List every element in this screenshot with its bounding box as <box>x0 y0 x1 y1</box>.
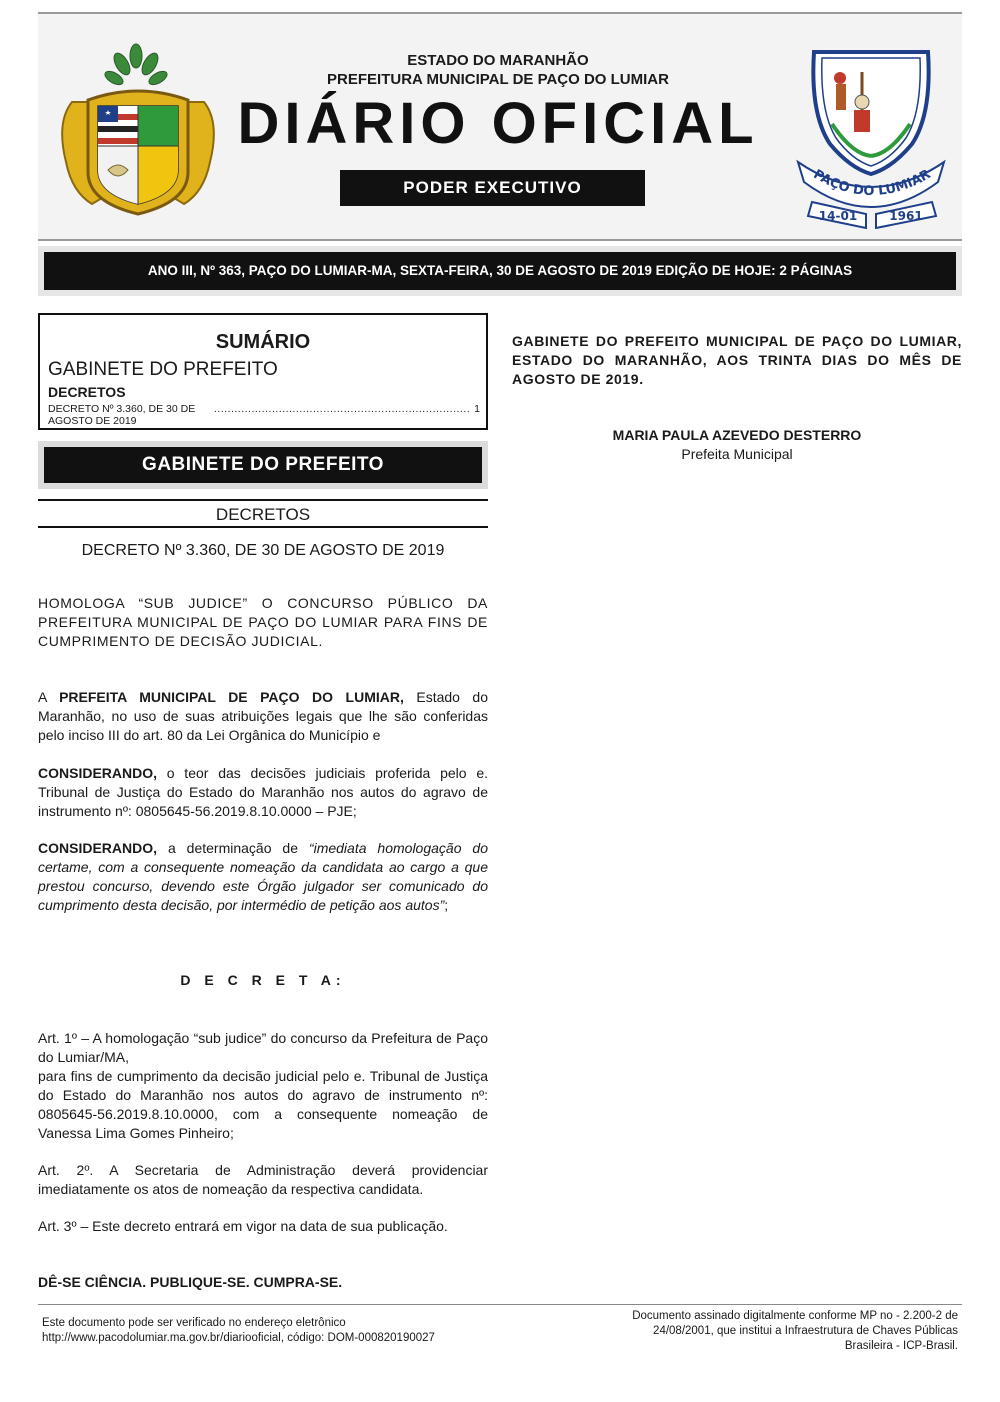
issue-banner <box>38 246 962 296</box>
verification-note <box>42 1316 512 1346</box>
decree-preamble <box>38 688 488 745</box>
signature-note-line-2: 24/08/2001, que institui a Infraestrutura de Chaves Públicas <box>653 1325 958 1337</box>
closing-formula: DÊ-SE CIÊNCIA. PUBLIQUE-SE. CUMPRA-SE. <box>38 1274 343 1290</box>
signature-note-line-1: Documento assinado digitalmente conforme MP no - 2.200-2 de <box>632 1310 958 1322</box>
verification-link[interactable]: http://www.pacodolumiar.ma.gov.br/diariooficial, código: DOM-000820190027 <box>42 1332 435 1344</box>
decree-title: DECRETO Nº 3.360, DE 30 DE AGOSTO DE 2019 <box>81 542 445 559</box>
municipal-seal-icon <box>792 44 950 229</box>
gazette-title: DIÁRIO OFICIAL <box>237 91 759 156</box>
verification-line-1: Este documento pode ser verificado no endereço eletrônico <box>42 1317 346 1329</box>
signer-name: MARIA PAULA AZEVEDO DESTERRO <box>612 427 862 443</box>
article-2: Art. 2º. A Secretaria de Administração deverá providenciar imediatamente os atos de nomeação da respectiva candidata. <box>38 1162 488 1197</box>
preamble-authority: PREFEITA MUNICIPAL DE PAÇO DO LUMIAR, <box>59 689 404 705</box>
summary-entry-label: DECRETO Nº 3.360, DE 30 DE AGOSTO DE 2019 <box>48 403 196 427</box>
summary-section: GABINETE DO PREFEITO <box>48 359 278 380</box>
considering-1-label: CONSIDERANDO, <box>38 765 158 781</box>
divider <box>38 499 488 501</box>
signature-note-line-3: Brasileira - ICP-Brasil. <box>844 1340 958 1352</box>
divider <box>38 526 488 528</box>
section-bar-title: GABINETE DO PREFEITO <box>44 447 482 483</box>
municipality-name: PREFEITURA MUNICIPAL DE PAÇO DO LUMIAR <box>327 71 669 88</box>
considering-1 <box>38 764 488 821</box>
considering-2-text: a determinação de <box>157 840 309 856</box>
seal-date-right: 1961 <box>889 209 923 223</box>
summary-box <box>38 313 488 430</box>
article-3: Art. 3º – Este decreto entrará em vigor na data de sua publicação. <box>38 1218 448 1234</box>
preamble-article: A <box>38 689 60 705</box>
subsection-title: DECRETOS <box>215 505 311 524</box>
seal-ribbon-text: PAÇO DO LUMIAR <box>810 166 934 200</box>
considering-2-label: CONSIDERANDO, <box>38 840 158 856</box>
article-1-line2: para fins de cumprimento da decisão judicial pelo e. Tribunal de Justiça do Estado do Maranhão nos autos do agravo de instrumento nº: 0805645-56.2019.8.10.0000, com a consequente nomeação de Vanessa Lima Gomes Pinheiro; <box>38 1068 488 1141</box>
seal-date-left: 14-01 <box>818 209 858 223</box>
masthead <box>38 12 962 241</box>
decree-ementa: HOMOLOGA “SUB JUDICE” O CONCURSO PÚBLICO DA PREFEITURA MUNICIPAL DE PAÇO DO LUMIAR PARA FINS DE CUMPRIMENTO DE DECISÃO JUDICIAL. <box>38 595 488 649</box>
decreta-heading: D E C R E T A: <box>180 972 346 988</box>
summary-subsection: DECRETOS <box>48 384 126 400</box>
considering-1-text: o teor das decisões judiciais proferida pelo e. Tribunal de Justiça do Estado do Maranhão nos autos do agravo de instrumento nº: 0805645-56.2019.8.10.0000 – PJE; <box>38 765 488 819</box>
preamble-text: Estado do Maranhão, no uso de suas atribuições legais que lhe são conferidas pelo inciso III do art. 80 da Lei Orgânica do Município e <box>38 689 488 743</box>
summary-title: SUMÁRIO <box>215 331 311 353</box>
signer-role: Prefeita Municipal <box>681 446 793 462</box>
summary-entry-page: 1 <box>474 403 480 415</box>
article-1-line1: Art. 1º – A homologação “sub judice” do concurso da Prefeitura de Paço do Lumiar/MA, <box>38 1030 488 1065</box>
state-name: ESTADO DO MARANHÃO <box>407 52 589 69</box>
section-bar <box>38 441 488 489</box>
digital-signature-note <box>582 1309 958 1354</box>
summary-entry-leader: ........................................................................... <box>213 403 471 415</box>
article-1 <box>38 1029 488 1143</box>
considering-2-end: ; <box>444 897 449 913</box>
place-date: GABINETE DO PREFEITO MUNICIPAL DE PAÇO DO LUMIAR, ESTADO DO MARANHÃO, AOS TRINTA DIAS DO MÊS DE AGOSTO DE 2019. <box>512 333 962 387</box>
footer-divider <box>38 1304 962 1305</box>
summary-entry[interactable] <box>48 403 480 427</box>
branch-label: PODER EXECUTIVO <box>340 170 645 206</box>
considering-2 <box>38 839 488 915</box>
issue-line: ANO III, Nº 363, PAÇO DO LUMIAR-MA, SEXTA-FEIRA, 30 DE AGOSTO DE 2019 EDIÇÃO DE HOJE: 2 PÁGINAS <box>44 252 956 290</box>
considering-2-quote: “imediata homologação do certame, com a consequente nomeação da candidata ao cargo a que prestou concurso, devendo este Órgão julgador ser comunicado do cumprimento desta decisão, por intermédio de petição aos autos” <box>38 840 488 913</box>
